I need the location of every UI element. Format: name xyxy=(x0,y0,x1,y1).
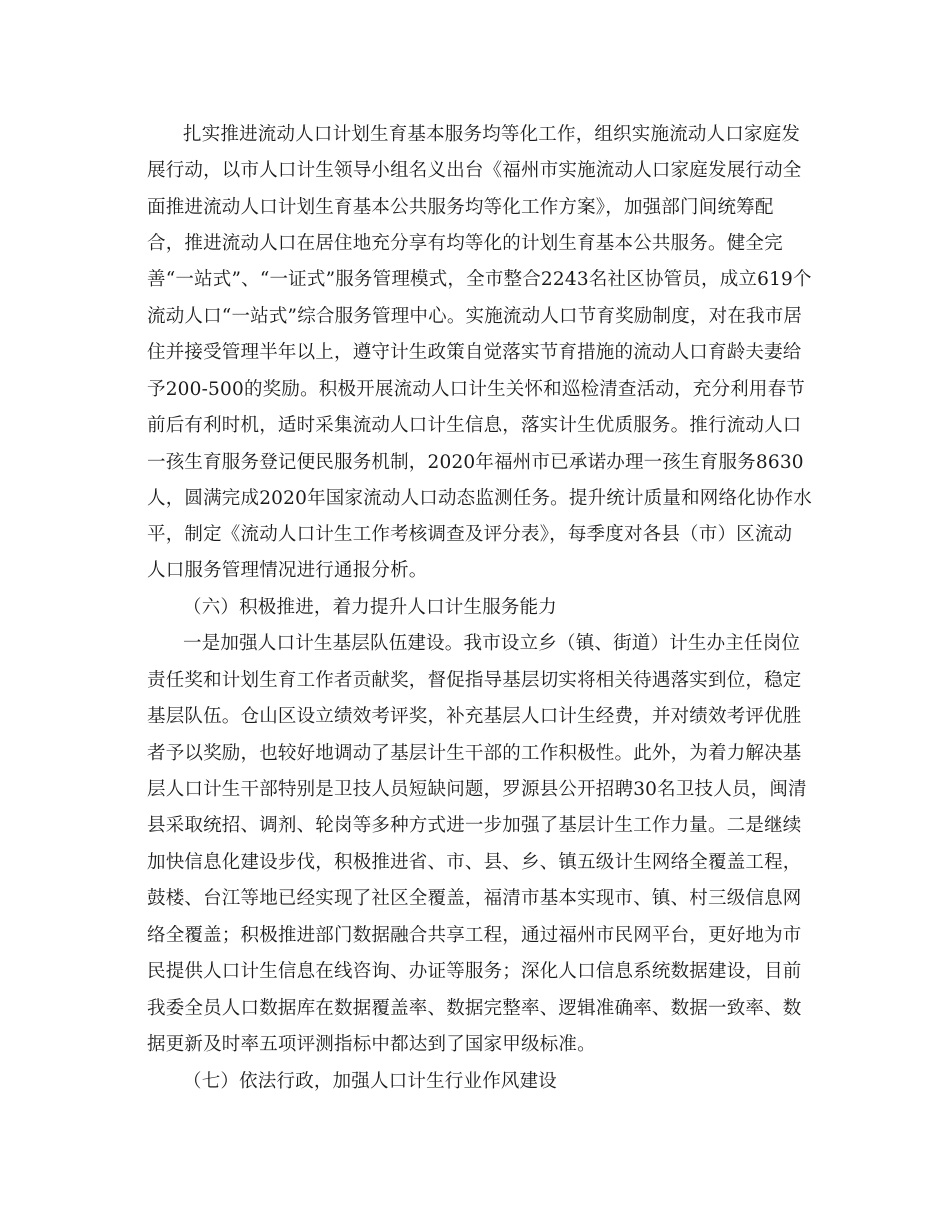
paragraph-line: 层人口计生干部特别是卫技人员短缺问题，罗源县公开招聘30名卫技人员，闽清 xyxy=(147,779,807,800)
paragraph-line: 民提供人口计生信息在线咨询、办证等服务；深化人口信息系统数据建设，目前 xyxy=(147,961,802,982)
paragraph-line: 县采取统招、调剂、轮岗等多种方式进一步加强了基层计生工作力量。二是继续 xyxy=(147,815,802,836)
paragraph-line: 我委全员人口数据库在数据覆盖率、数据完整率、逻辑准确率、数据一致率、数 xyxy=(147,998,802,1019)
paragraph-line: 合，推进流动人口在居住地充分享有均等化的计划生育基本公共服务。健全完 xyxy=(147,233,783,254)
paragraph-line: 展行动，以市人口计生领导小组名义出台《福州市实施流动人口家庭发展行动全 xyxy=(147,160,802,181)
paragraph-line: 善“一站式”、“一证式”服务管理模式，全市整合2243名社区协管员，成立619个 xyxy=(147,269,812,290)
paragraph-line: 予200-500的奖励。积极开展流动人口计生关怀和巡检清查活动，充分利用春节 xyxy=(147,379,805,400)
paragraph-line: 平，制定《流动人口计生工作考核调查及评分表》，每季度对各县（市）区流动 xyxy=(147,524,793,545)
paragraph-line: 一是加强人口计生基层队伍建设。我市设立乡（镇、街道）计生办主任岗位 xyxy=(183,633,801,654)
paragraph-line: 责任奖和计划生育工作者贡献奖，督促指导基层切实将相关待遇落实到位，稳定 xyxy=(147,670,802,691)
paragraph-line: 鼓楼、台江等地已经实现了社区全覆盖，福清市基本实现市、镇、村三级信息网 xyxy=(147,888,802,909)
paragraph-line: 加快信息化建设步伐，积极推进省、市、县、乡、镇五级计生网络全覆盖工程， xyxy=(147,852,802,873)
paragraph-line: 人口服务管理情况进行通报分析。 xyxy=(147,560,428,581)
section-heading: （六）积极推进，着力提升人口计生服务能力 xyxy=(183,597,558,618)
paragraph-line: 一孩生育服务登记便民服务机制，2020年福州市已承诺办理一孩生育服务8630 xyxy=(147,452,804,473)
paragraph-line: 住并接受管理半年以上，遵守计生政策自觉落实节育措施的流动人口育龄夫妻给 xyxy=(147,342,802,363)
paragraph-line: 扎实推进流动人口计划生育基本服务均等化工作，组织实施流动人口家庭发 xyxy=(183,124,801,145)
section-heading: （七）依法行政，加强人口计生行业作风建设 xyxy=(183,1071,558,1092)
paragraph-line: 据更新及时率五项评测指标中都达到了国家甲级标准。 xyxy=(147,1034,596,1055)
paragraph-line: 前后有利时机，适时采集流动人口计生信息，落实计生优质服务。推行流动人口 xyxy=(147,415,802,436)
paragraph-line: 流动人口“一站式”综合服务管理中心。实施流动人口节育奖励制度，对在我市居 xyxy=(147,306,803,327)
paragraph-line: 人，圆满完成2020年国家流动人口动态监测任务。提升统计质量和网络化协作水 xyxy=(147,488,812,509)
paragraph-line: 络全覆盖；积极推进部门数据融合共享工程，通过福州市民网平台，更好地为市 xyxy=(147,925,802,946)
paragraph-line: 面推进流动人口计划生育基本公共服务均等化工作方案》，加强部门间统筹配 xyxy=(147,197,774,218)
paragraph-line: 基层队伍。仓山区设立绩效考评奖，补充基层人口计生经费，并对绩效考评优胜 xyxy=(147,706,802,727)
paragraph-line: 者予以奖励，也较好地调动了基层计生干部的工作积极性。此外，为着力解决基 xyxy=(147,743,802,764)
